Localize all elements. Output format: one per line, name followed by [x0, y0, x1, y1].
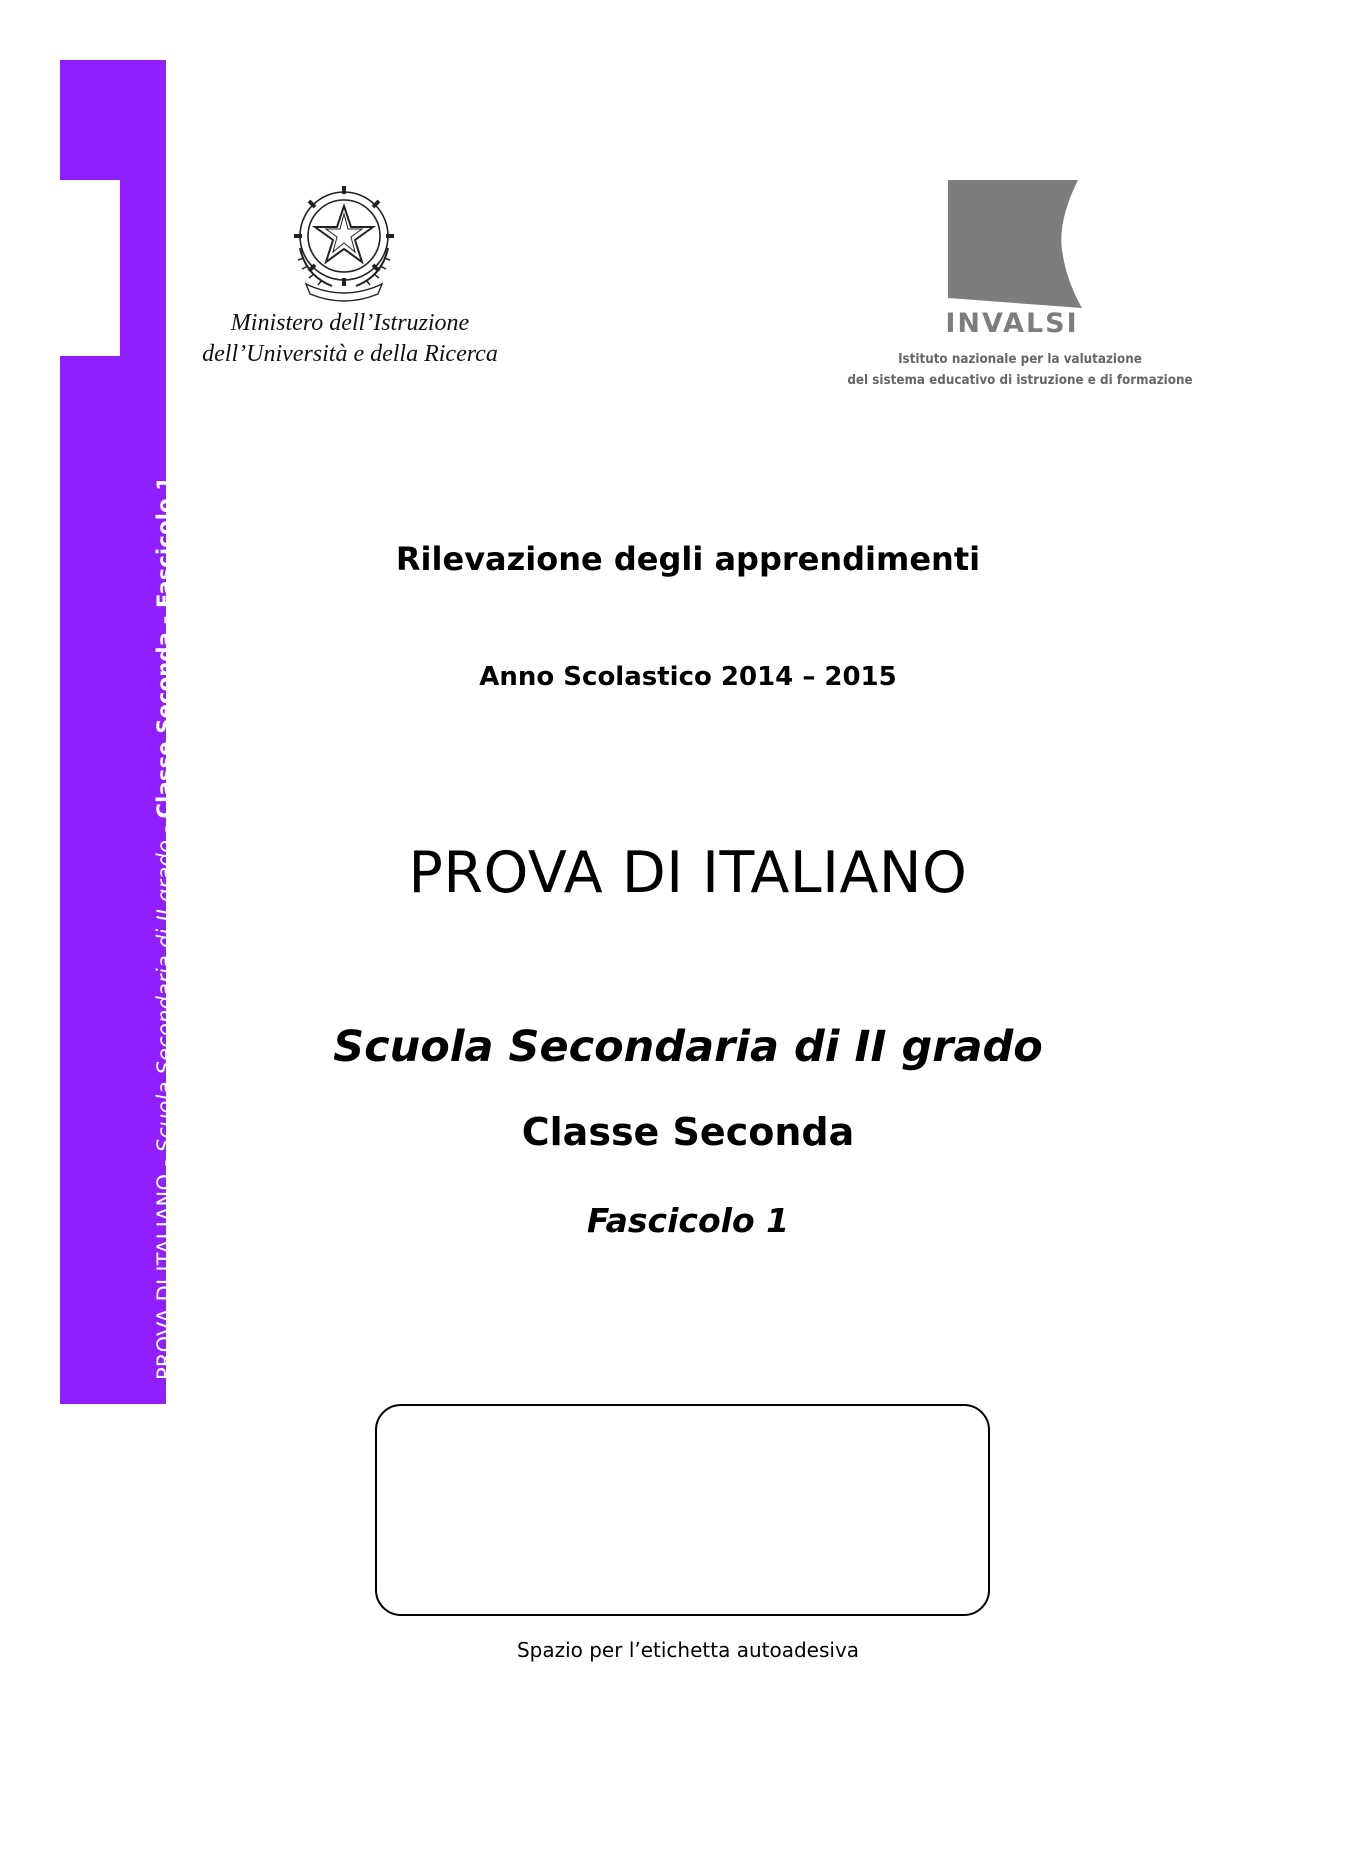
side-text-class: Classe Seconda - Fascicolo 1 [153, 475, 177, 819]
ministry-name-line1: Ministero dell’Istruzione [230, 310, 470, 336]
school-year: Anno Scolastico 2014 – 2015 [479, 662, 897, 692]
survey-title: Rilevazione degli apprendimenti [395, 540, 981, 578]
side-text-school: Scuola Secondaria di II grado [153, 840, 177, 1153]
sticker-caption: Spazio per l’etichetta autoadesiva [516, 1638, 860, 1662]
invalsi-flag-logo-icon [946, 180, 1082, 310]
sticker-box [375, 1404, 990, 1616]
ministry-name [170, 308, 530, 370]
side-text-test: PROVA DI ITALIANO - [153, 1152, 177, 1380]
side-text-separator: - [153, 818, 177, 840]
test-title: PROVA DI ITALIANO [408, 840, 968, 906]
school-level: Scuola Secondaria di II grado [333, 1022, 1043, 1072]
ministry-name-line2: dell’Università e della Ricerca [202, 341, 498, 367]
side-band-notch [60, 180, 120, 356]
booklet-number: Fascicolo 1 [586, 1201, 790, 1240]
class-name: Classe Seconda [521, 1110, 855, 1154]
side-band-text [153, 476, 177, 1380]
invalsi-description-line2: del sistema educativo di istruzione e di formazione [847, 373, 1193, 388]
italian-republic-emblem-icon [286, 178, 402, 302]
invalsi-name: INVALSI [945, 308, 1079, 339]
invalsi-description [836, 349, 1204, 391]
invalsi-description-line1: Istituto nazionale per la valutazione [898, 352, 1142, 367]
